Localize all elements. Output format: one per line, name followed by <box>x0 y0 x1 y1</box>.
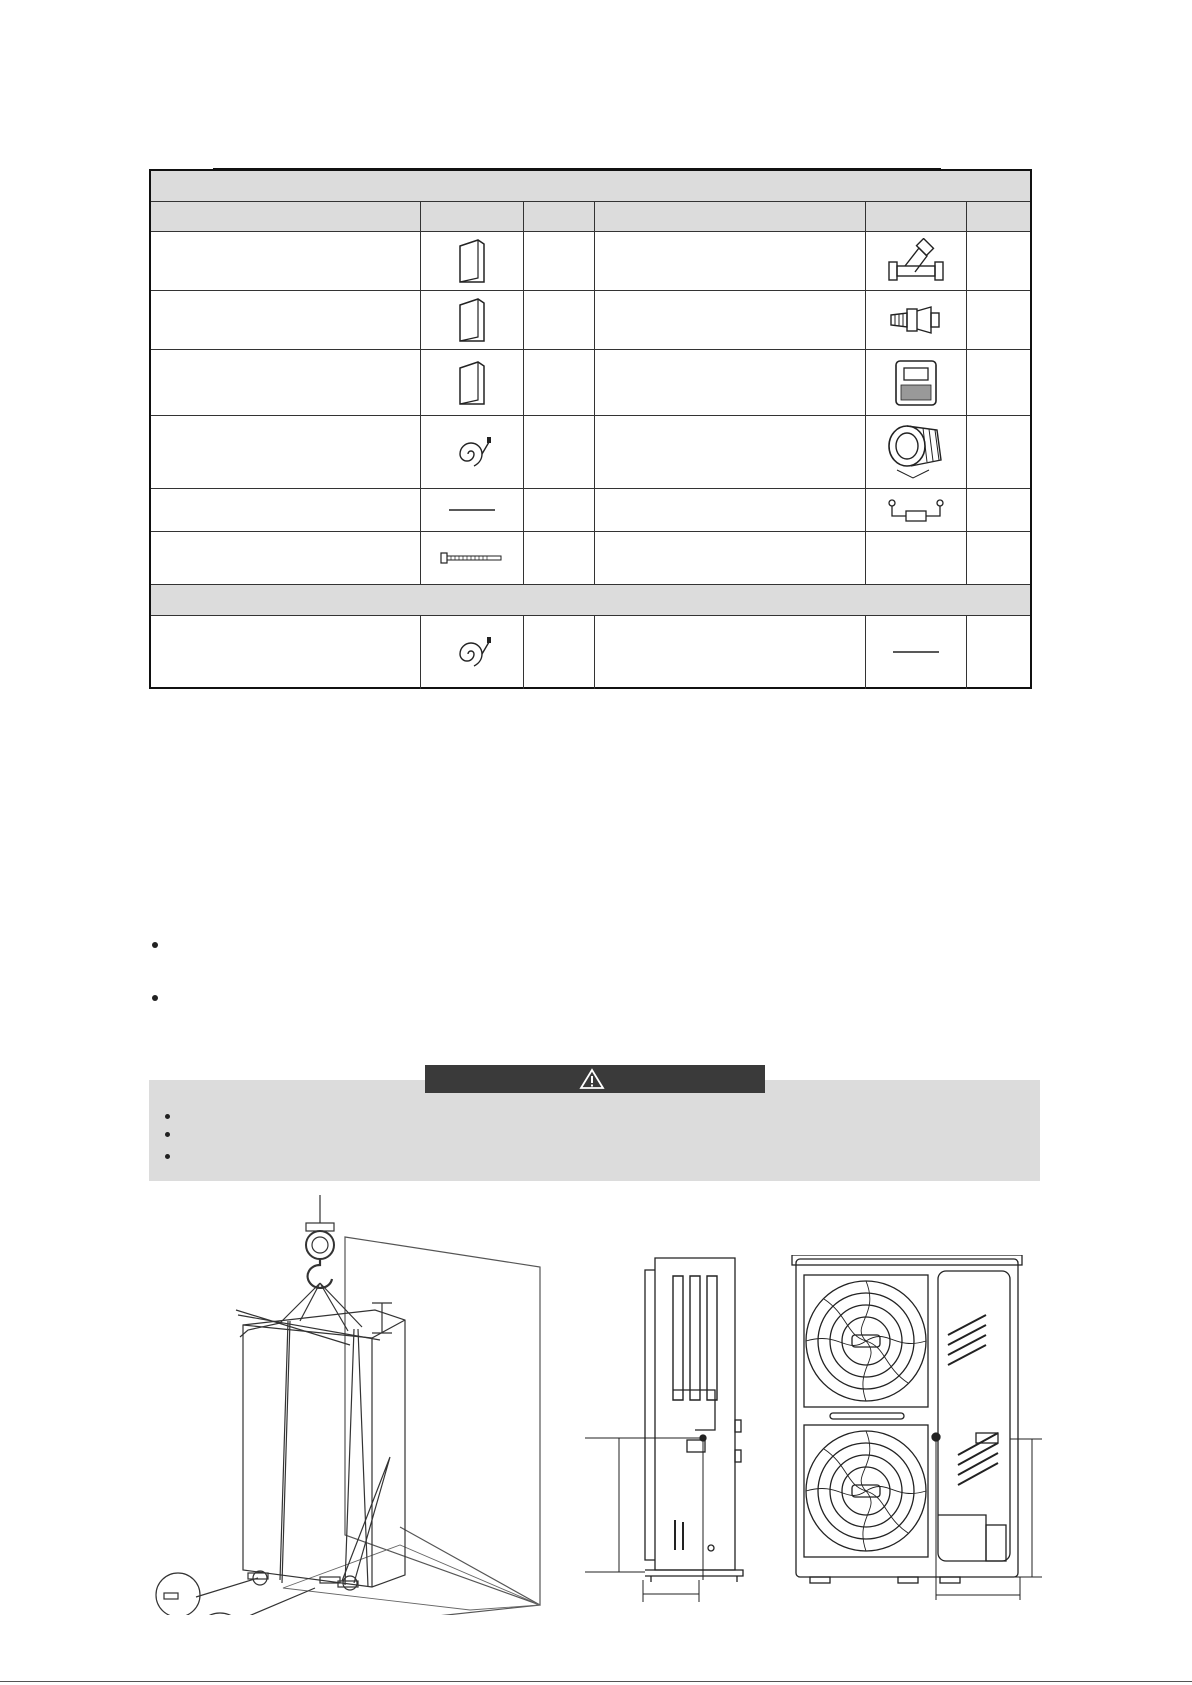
resistor-icon <box>866 489 966 531</box>
caution-banner <box>425 1065 765 1093</box>
bullet-1 <box>152 942 158 948</box>
caution-bullet-1 <box>165 1114 170 1119</box>
caution-bullet-2 <box>165 1132 170 1137</box>
table-header-row <box>151 202 1030 231</box>
straight-line-icon <box>866 616 966 688</box>
coiled-sensor-icon <box>421 616 523 688</box>
coiled-sensor-icon <box>421 416 523 488</box>
manual-booklet-icon <box>421 291 523 349</box>
manual-booklet-icon <box>421 232 523 290</box>
manual-booklet-icon <box>421 350 523 415</box>
drain-joint-icon <box>866 291 966 349</box>
page-footer-rule <box>0 1681 1192 1682</box>
pipe-adapter-icon <box>866 416 966 488</box>
cable-tie-icon <box>421 532 523 584</box>
straight-line-icon <box>421 489 523 531</box>
wired-controller-icon <box>866 350 966 415</box>
hoist-lifting-diagram <box>140 1195 560 1615</box>
accessories-table <box>149 169 1032 689</box>
caution-bullet-3 <box>165 1154 170 1159</box>
caution-box <box>149 1080 1040 1181</box>
y-strainer-icon <box>866 232 966 290</box>
table-title-band <box>151 171 1030 201</box>
optional-section-band <box>151 585 1030 615</box>
unit-side-view-diagram <box>585 1250 760 1605</box>
bullet-2 <box>152 995 158 1001</box>
warning-triangle-icon <box>579 1068 605 1090</box>
unit-front-view-diagram <box>790 1255 1042 1600</box>
